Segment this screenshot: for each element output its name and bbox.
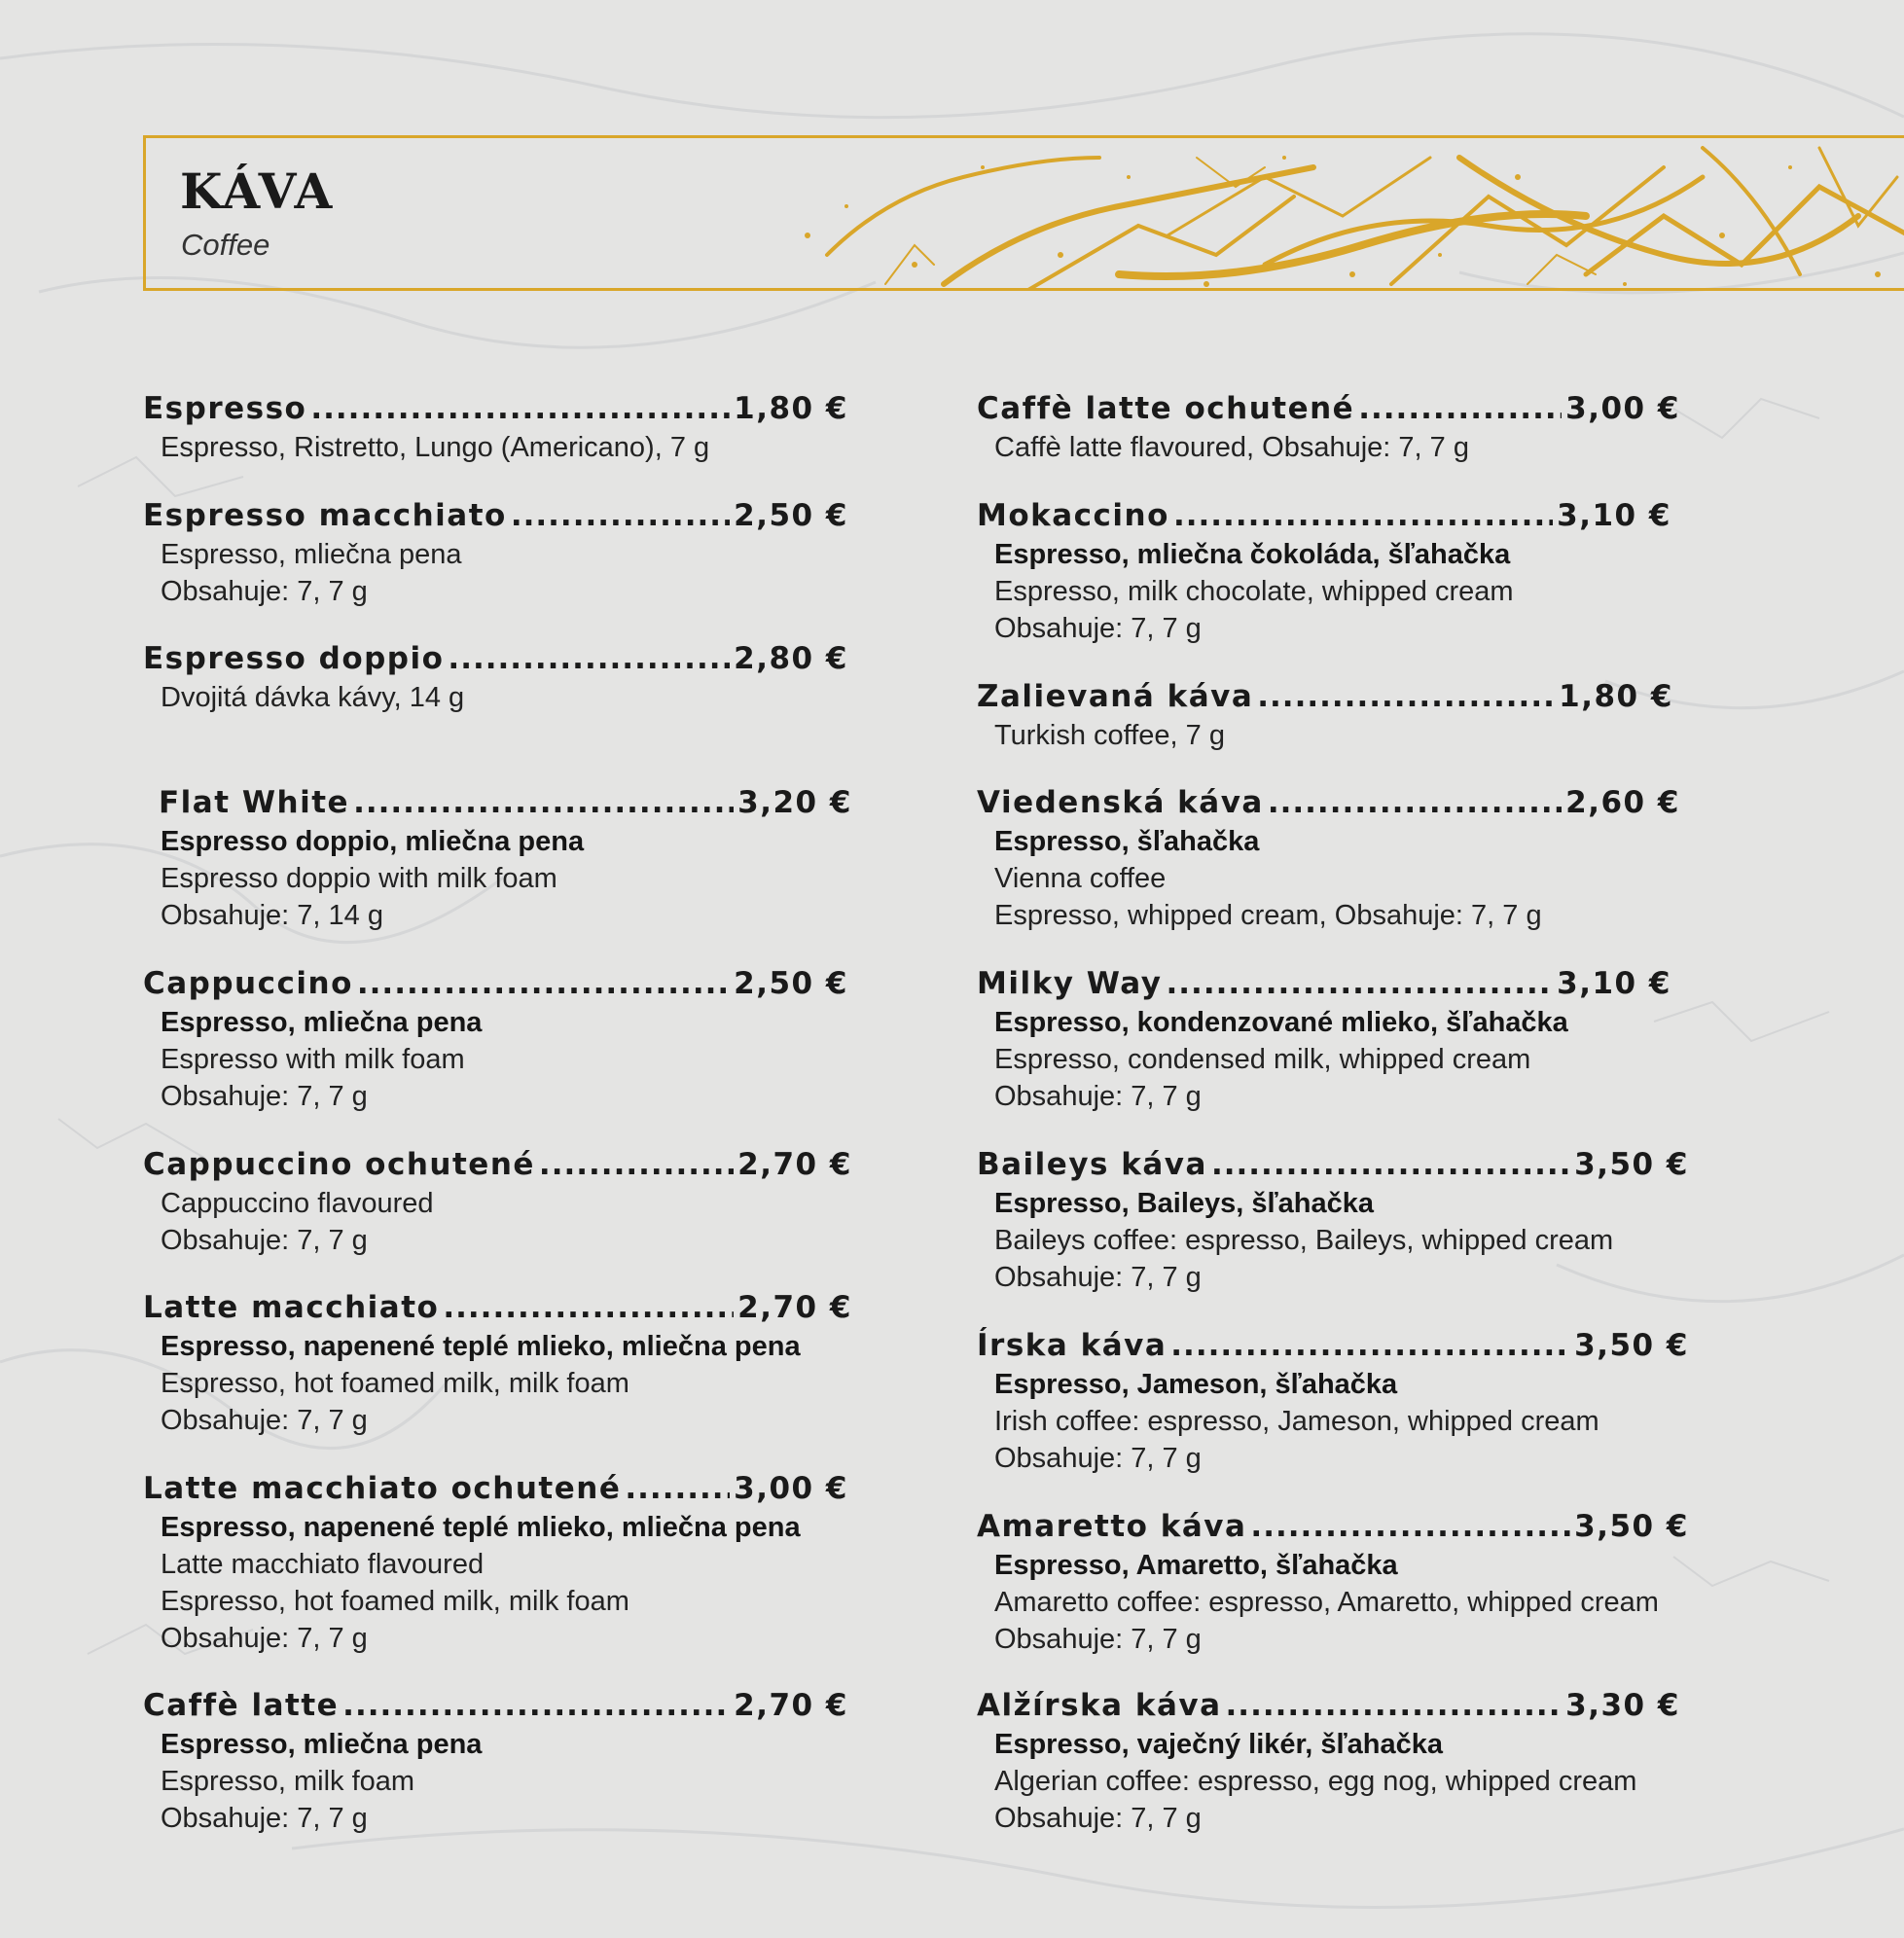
item-allergens: Obsahuje: 7, 7 g (161, 1623, 368, 1654)
menu-item-flat-white (159, 782, 852, 934)
item-name: Zalievaná káva (977, 679, 1254, 714)
item-description: Baileys coffee: espresso, Baileys, whipped cream (994, 1225, 1614, 1256)
page-subtitle: Coffee (181, 228, 270, 262)
item-price: 2,70 € (734, 1688, 848, 1723)
item-ingredients: Espresso, mliečna čokoláda, šľahačka (994, 539, 1511, 570)
menu-item-caffe-latte (143, 1685, 848, 1837)
menu-item-espresso (143, 388, 848, 466)
item-ingredients: Espresso, šľahačka (994, 826, 1260, 857)
item-description: Algerian coffee: espresso, egg nog, whipped cream (994, 1766, 1637, 1797)
item-name: Viedenská káva (977, 785, 1264, 820)
item-allergens: Obsahuje: 7, 7 g (161, 1405, 368, 1436)
item-ingredients: Espresso, Baileys, šľahačka (994, 1188, 1375, 1219)
menu-item-caffe-latte-ochutene (977, 388, 1680, 466)
item-description: Irish coffee: espresso, Jameson, whipped cream (994, 1406, 1599, 1437)
menu-item-cappuccino (143, 963, 848, 1115)
menu-item-zalievana-kava (977, 676, 1673, 754)
item-description: Espresso, condensed milk, whipped cream (994, 1044, 1531, 1075)
item-ingredients: Espresso, mliečna pena (161, 1007, 483, 1038)
item-name: Espresso (143, 391, 307, 426)
item-description: Espresso, hot foamed milk, milk foam (161, 1368, 629, 1399)
item-name: Amaretto káva (977, 1509, 1247, 1544)
item-price: 2,80 € (734, 641, 848, 676)
item-description: Espresso, hot foamed milk, milk foam (161, 1586, 629, 1617)
item-description: Caffè latte flavoured, Obsahuje: 7, 7 g (994, 432, 1469, 463)
item-price: 2,60 € (1565, 785, 1680, 820)
section-header (143, 135, 1904, 291)
item-price: 3,10 € (1557, 966, 1671, 1001)
menu-item-latte-macchiato-ochutene (143, 1468, 848, 1657)
item-name: Baileys káva (977, 1147, 1207, 1182)
item-description: Espresso, Ristretto, Lungo (Americano), 7 g (161, 432, 710, 463)
item-name: Flat White (159, 785, 350, 820)
item-ingredients: Espresso, Jameson, šľahačka (994, 1369, 1398, 1400)
item-allergens: Obsahuje: 7, 7 g (161, 1081, 368, 1112)
item-name: Espresso doppio (143, 641, 445, 676)
menu-item-milky-way (977, 963, 1671, 1115)
item-price: 2,70 € (737, 1147, 852, 1182)
item-allergens: Obsahuje: 7, 7 g (994, 1624, 1202, 1655)
item-description: Espresso, mliečna pena (161, 539, 462, 570)
item-name: Caffè latte (143, 1688, 340, 1723)
item-description: Espresso with milk foam (161, 1044, 465, 1075)
item-allergens: Obsahuje: 7, 7 g (994, 1262, 1202, 1293)
item-allergens: Obsahuje: 7, 7 g (161, 1225, 368, 1256)
item-allergens: Obsahuje: 7, 7 g (161, 576, 368, 607)
item-allergens: Obsahuje: 7, 7 g (994, 613, 1202, 644)
menu-item-alzirska-kava (977, 1685, 1680, 1837)
menu-item-baileys-kava (977, 1144, 1689, 1296)
item-description: Turkish coffee, 7 g (994, 720, 1225, 751)
item-price: 2,70 € (737, 1290, 852, 1325)
item-name: Írska káva (977, 1328, 1168, 1363)
item-ingredients: Espresso, Amaretto, šľahačka (994, 1550, 1398, 1581)
page-title: KÁVA (180, 162, 335, 220)
item-price: 3,00 € (1565, 391, 1680, 426)
item-ingredients: Espresso doppio, mliečna pena (161, 826, 585, 857)
item-ingredients: Espresso, napenené teplé mlieko, mliečna pena (161, 1512, 801, 1543)
item-price: 3,50 € (1574, 1509, 1689, 1544)
item-name: Alžírska káva (977, 1688, 1222, 1723)
item-description: Latte macchiato flavoured (161, 1549, 485, 1580)
menu-item-viedenska-kava (977, 782, 1680, 934)
item-description: Amaretto coffee: espresso, Amaretto, whipped cream (994, 1587, 1659, 1618)
item-price: 3,30 € (1565, 1688, 1680, 1723)
menu-item-latte-macchiato (143, 1287, 852, 1439)
item-price: 1,80 € (1559, 679, 1673, 714)
item-price: 3,10 € (1557, 498, 1671, 533)
item-ingredients: Espresso, napenené teplé mlieko, mliečna pena (161, 1331, 801, 1362)
item-name: Cappuccino (143, 966, 353, 1001)
item-name: Caffè latte ochutené (977, 391, 1355, 426)
item-ingredients: Espresso, vaječný likér, šľahačka (994, 1729, 1443, 1760)
menu-item-irska-kava (977, 1325, 1689, 1477)
item-name: Mokaccino (977, 498, 1169, 533)
item-allergens: Obsahuje: 7, 7 g (994, 1803, 1202, 1834)
item-ingredients: Espresso, mliečna pena (161, 1729, 483, 1760)
item-price: 2,50 € (734, 498, 848, 533)
item-price: 3,50 € (1574, 1328, 1689, 1363)
item-price: 3,20 € (737, 785, 852, 820)
item-description: Espresso, milk chocolate, whipped cream (994, 576, 1514, 607)
item-description: Vienna coffee (994, 863, 1167, 894)
item-name: Cappuccino ochutené (143, 1147, 535, 1182)
item-price: 3,50 € (1574, 1147, 1689, 1182)
item-name: Espresso macchiato (143, 498, 507, 533)
gold-marble-decoration (146, 138, 1904, 291)
item-description: Espresso, whipped cream, Obsahuje: 7, 7 g (994, 900, 1542, 931)
item-allergens: Obsahuje: 7, 14 g (161, 900, 383, 931)
item-allergens: Obsahuje: 7, 7 g (161, 1803, 368, 1834)
item-description: Espresso doppio with milk foam (161, 863, 557, 894)
menu-item-cappuccino-ochutene (143, 1144, 852, 1259)
item-description: Dvojitá dávka kávy, 14 g (161, 682, 465, 713)
item-ingredients: Espresso, kondenzované mlieko, šľahačka (994, 1007, 1568, 1038)
item-description: Cappuccino flavoured (161, 1188, 434, 1219)
item-price: 2,50 € (734, 966, 848, 1001)
item-name: Milky Way (977, 966, 1163, 1001)
menu-item-mokaccino (977, 495, 1671, 647)
menu-item-amaretto-kava (977, 1506, 1689, 1658)
item-name: Latte macchiato ochutené (143, 1471, 622, 1506)
item-allergens: Obsahuje: 7, 7 g (994, 1081, 1202, 1112)
item-name: Latte macchiato (143, 1290, 440, 1325)
menu-item-espresso-macchiato (143, 495, 848, 610)
item-price: 1,80 € (734, 391, 848, 426)
item-allergens: Obsahuje: 7, 7 g (994, 1443, 1202, 1474)
item-price: 3,00 € (734, 1471, 848, 1506)
menu-item-espresso-doppio (143, 638, 848, 716)
item-description: Espresso, milk foam (161, 1766, 415, 1797)
